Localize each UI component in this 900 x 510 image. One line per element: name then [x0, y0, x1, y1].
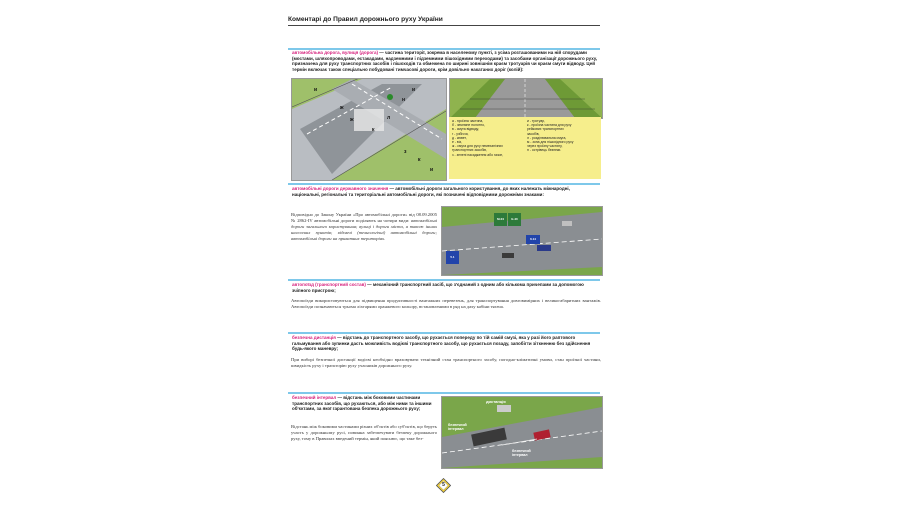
section-divider: [288, 392, 600, 394]
page-number-badge: [436, 478, 451, 493]
figure-label: з: [404, 149, 407, 155]
state-roads-body-plain: Відповідно до Закону України «Про автомобільні дороги» від 08.09.2005 № 2862-IV автомобільні дороги поділяють на чотири види:: [291, 212, 437, 223]
section-divider: [288, 332, 600, 334]
legend-item: д - кювет,: [452, 135, 467, 140]
safe-distance-body: При виборі безпечної дистанції водієві необхідно враховувати технічний стан транспортного засобу, погодно-кліматичні умови, стан проїзної частини, швидкість руху і траєкторію руху учасників дорожнього руху.: [291, 357, 601, 368]
term-road: автомобільна дорога, вулиця (дорога): [292, 50, 379, 55]
road-train-body: Автопоїзди використовуються для підвищення продуктивності вантажних перевезень, для транспортування довговимірних і великогабаритних вантажів. Автопоїзди позначаються трьома ліхтарями оранжевого кольору, встановленими в ряд на даху кабіни тягача.: [291, 298, 601, 309]
sign-6-14: 6.14: [526, 235, 540, 244]
state-roads-body-italic: автомобільні дороги загального користування; вулиці і дороги міста, а також інших населених пунктів; відомчі (технологічні) автомобільні дороги; автомобільні дороги на приватних територіях.: [291, 217, 437, 241]
section-divider: [288, 279, 600, 281]
legend-left-column: [452, 119, 503, 157]
legend-item: рейкових транспортних: [527, 127, 564, 132]
road-elements-legend: [449, 117, 601, 179]
legend-item: и - тротуар,: [527, 119, 546, 123]
figure-label: л: [387, 115, 391, 121]
definition-state-roads: [292, 186, 598, 197]
safe-interval-body: Відстань між боковими частинами різних об'єктів або суб'єктів, що беруть участь у дорожньому русі, повинна забезпечувати безпеку дорожнього руху, тому в Правилах введений термін, який пояснює, що таке без-: [291, 424, 437, 441]
definition-road-train: [292, 282, 598, 293]
running-header: Коментарі до Правил дорожнього руху України: [288, 16, 600, 26]
interval-label: безпечний інтервал: [448, 423, 467, 431]
term-state-roads: автомобільні дороги державного значення: [292, 186, 389, 191]
definition-safe-distance-text: — відстань до транспортного засобу, що рухається попереду по тій самій смузі, яка у разі його раптового гальмування або зупинки дасть можливість водієві транспортного засобу, що рухається позаду, запобігти зіткненню без здійснення будь-якого маневру;: [292, 335, 591, 352]
route-sign-e: E-40: [508, 213, 521, 226]
figure-label: ж: [350, 117, 354, 123]
motorway-sign: 5.1: [446, 251, 459, 264]
interval-label: безпечний інтервал: [512, 449, 531, 457]
figure-label: н: [402, 97, 406, 103]
legend-item: транспортних засобів,: [452, 148, 487, 153]
figure-label: ж: [340, 105, 344, 111]
road-structure-figure: [291, 78, 447, 181]
legend-item: через проїзну частину,: [527, 144, 563, 149]
definition-safe-distance: [292, 335, 598, 352]
term-safe-distance: безпечна дистанція: [292, 335, 336, 340]
legend-item: г - узбіччя,: [452, 131, 469, 136]
legend-item: ж - смуга для руху немеханічних: [452, 144, 503, 149]
legend-item: е - віз,: [452, 140, 462, 145]
section-divider: [288, 183, 600, 185]
legend-item: б - земляне полотно,: [452, 123, 485, 128]
state-roads-body: [291, 212, 437, 242]
term-road-train: автопоїзд (транспортний состав): [292, 282, 366, 287]
legend-item: м - зона для пішохідного руху: [527, 140, 574, 145]
legend-item: а - проїзна частина,: [452, 119, 484, 123]
definition-road-train-text: — механічний транспортний засіб, що з'єднаний з одним або кількома причепами за допомогою зчіпного пристрою;: [292, 282, 584, 293]
legend-item: н - острівець безпеки.: [527, 148, 562, 153]
legend-item: з - зелені насадження або газон,: [452, 152, 504, 157]
figure-label: к: [372, 127, 375, 133]
definition-safe-interval-text: — відстань між боковими частинами транспортних засобів, що рухаються, або між ними та іншими об'єктами, за якої гарантована безпека дорожнього руху;: [292, 395, 432, 412]
page-number: 5: [442, 482, 445, 488]
legend-right-column: [527, 119, 573, 153]
highway-figure: [441, 206, 603, 276]
legend-item: засобів,: [527, 131, 540, 136]
definition-road-text: — частина території, зокрема в населеному пункті, з усіма розташованими на ній спорудами (мостами, шляхопроводами, естакадами, надземними і підземними пішохідними переходами) та засобами організації дорожнього руху, призначена для руху транспортних засобів і пішоходів та обмежена по ширині зовнішнім краєм тротуарів чи краєм смуги відводу. Цей термін включає також спеціально побудовані тимчасові дороги, крім довільно накатаних доріг (колій):: [292, 50, 598, 72]
term-safe-interval: безпечний інтервал: [292, 395, 337, 400]
legend-item: в - смуга відводу,: [452, 127, 479, 132]
figure-label: и: [412, 87, 416, 93]
distance-label: дистанція: [486, 399, 506, 404]
definition-road: [292, 50, 598, 72]
figure-label: и: [430, 167, 434, 173]
definition-state-roads-text: — автомобільні дороги загального користування, до яких належать міжнародні, національні, регіональні та територіальні автомобільні дороги, які позначені відповідними дорожніми знаками:: [292, 186, 570, 197]
legend-item: л - розділювальна смуга,: [527, 135, 567, 140]
figure-label: к: [418, 157, 421, 163]
route-sign-m: M-04: [494, 213, 507, 226]
safe-interval-figure: [441, 396, 603, 469]
road-cross-section-figure: [449, 78, 603, 119]
figure-label: и: [314, 87, 318, 93]
definition-safe-interval: [292, 395, 438, 412]
legend-item: к - проїзна частина для руху: [527, 123, 572, 128]
